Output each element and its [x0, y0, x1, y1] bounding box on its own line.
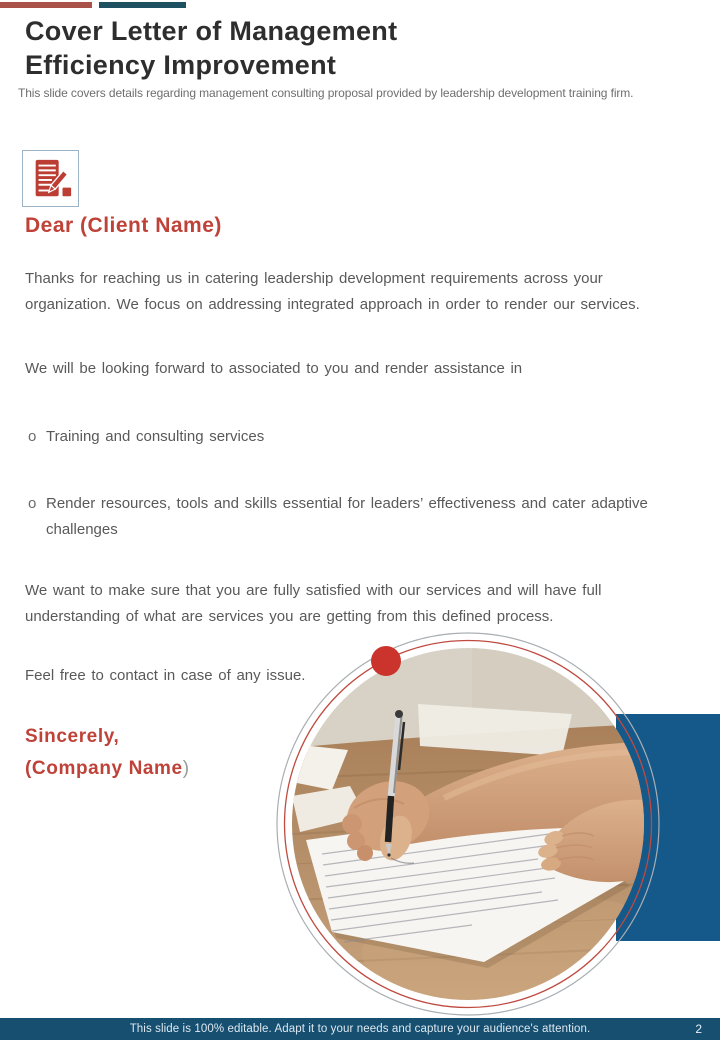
- page-subtitle: This slide covers details regarding management consulting proposal provided by leadership development training firm.: [18, 86, 634, 100]
- signing-photo: [292, 648, 644, 1000]
- letter-paragraph: We want to make sure that you are fully satisfied with our services and will have full understanding of what are services you are getting from this defined process.: [25, 582, 602, 625]
- letter-bullet-item: [28, 424, 688, 450]
- document-pen-icon: [22, 150, 79, 207]
- letter-salutation: Dear (Client Name): [25, 214, 222, 237]
- letter-signature: [25, 758, 190, 780]
- decorative-red-dot: [371, 646, 401, 676]
- signature-paren: ): [182, 758, 190, 779]
- footer-bar: [0, 1018, 720, 1040]
- letter-bullet-item: [28, 491, 683, 543]
- letter-paragraph: We will be looking forward to associated to you and render assistance in: [25, 360, 523, 377]
- accent-bar-teal: [99, 2, 186, 8]
- bullet-text: Render resources, tools and skills essential for leaders’ effectiveness and cater adaptive challenges: [46, 495, 648, 538]
- document-pen-icon-glyph: [28, 156, 74, 202]
- accent-bar-red: [0, 2, 92, 8]
- page-number: 2: [695, 1022, 702, 1036]
- bullet-text: Training and consulting services: [46, 428, 265, 445]
- page-title: Cover Letter of Management Efficiency Improvement: [25, 16, 398, 80]
- signature-text: (Company Name: [25, 758, 183, 779]
- bullet-marker: o: [28, 428, 37, 445]
- letter-paragraph: Feel free to contact in case of any issue.: [25, 667, 306, 684]
- signing-photo-illustration: [292, 648, 644, 1000]
- letter-paragraph: Thanks for reaching us in catering leadership development requirements across your organization. We focus on addressing integrated approach in order to render our services.: [25, 270, 640, 313]
- letter-signoff: Sincerely,: [25, 726, 120, 747]
- footer-note: This slide is 100% editable. Adapt it to your needs and capture your audience's attention.: [129, 1023, 591, 1035]
- bullet-marker: o: [28, 495, 37, 512]
